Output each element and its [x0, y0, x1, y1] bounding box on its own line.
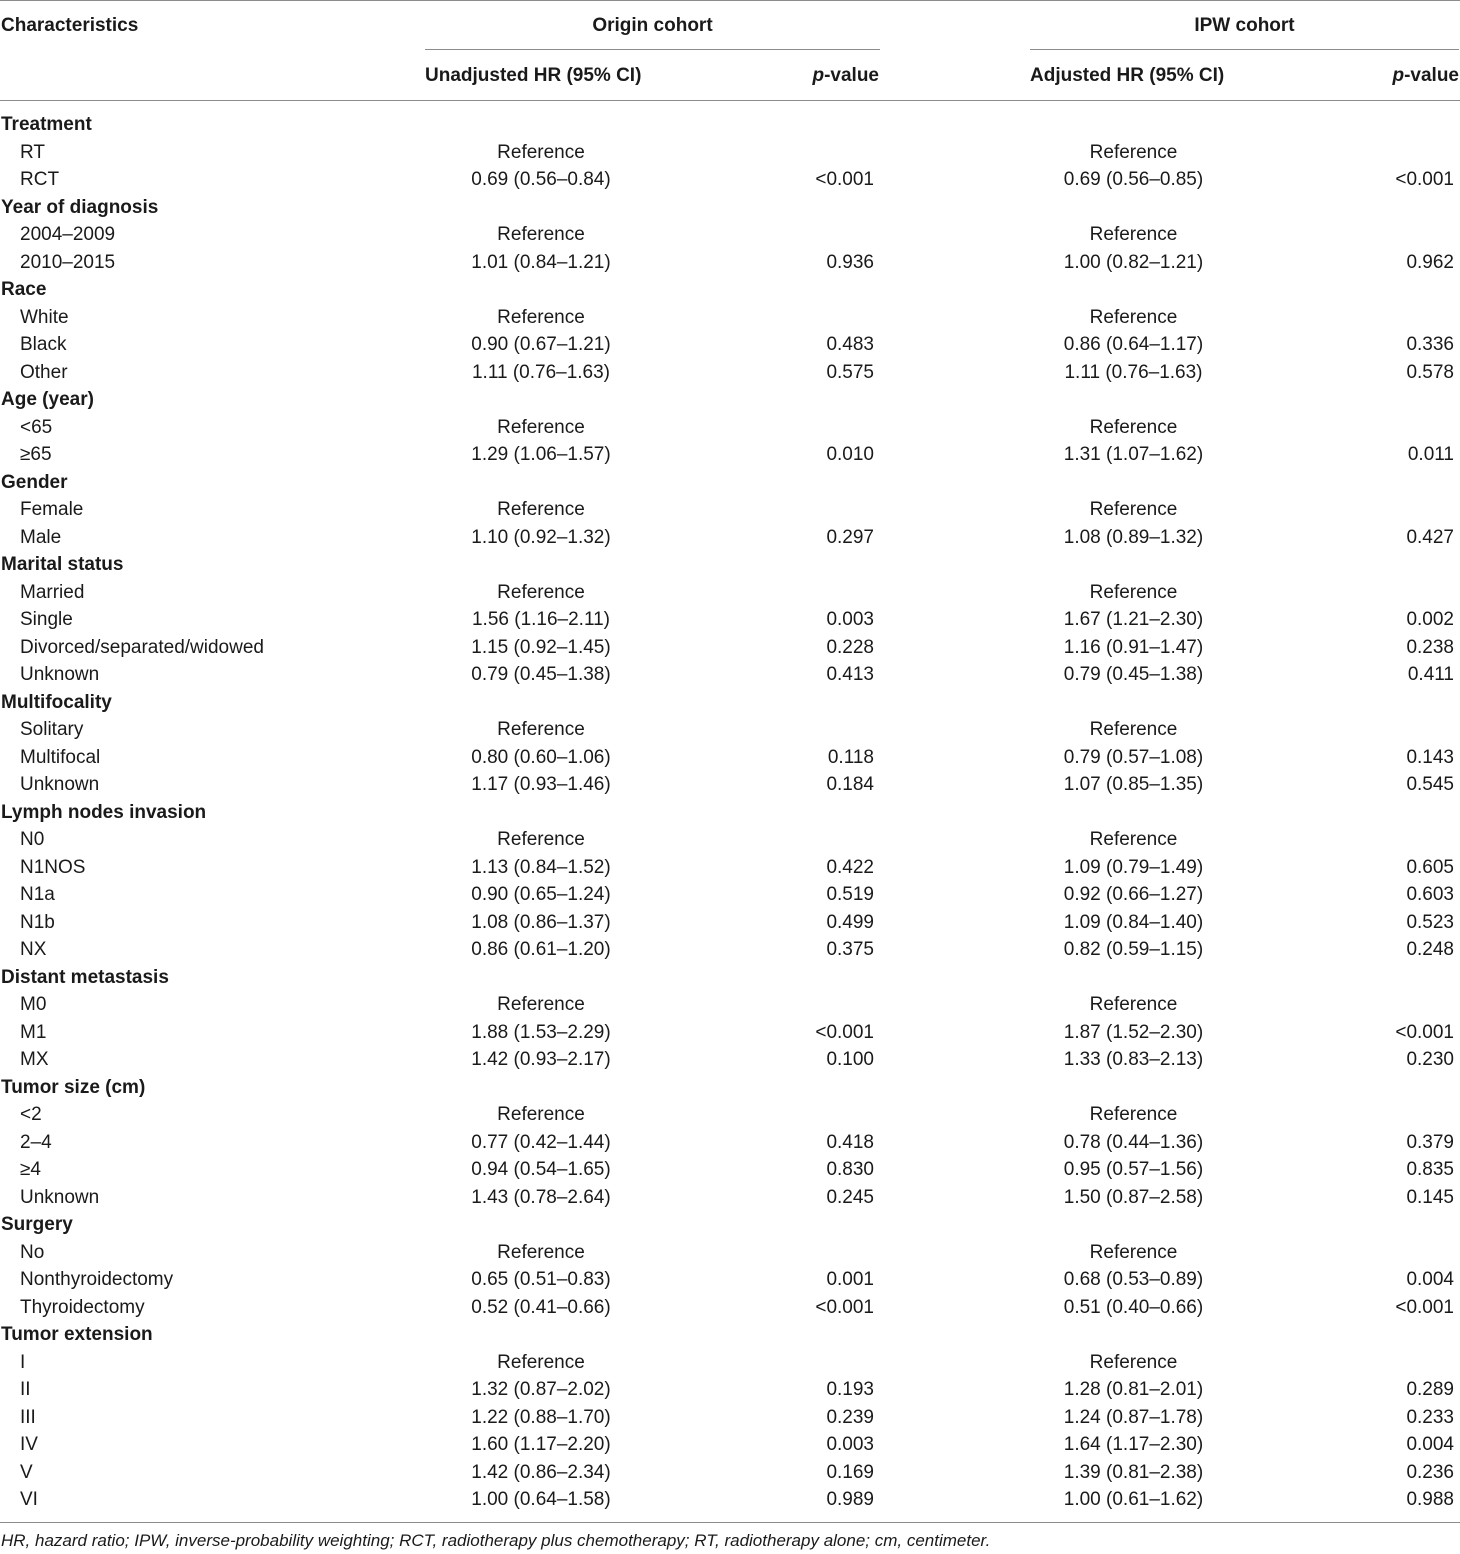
top-rule [0, 0, 1460, 1]
header-p-value-origin [700, 65, 879, 87]
ipw-p-value-cell: 0.230 [1406, 1049, 1454, 1070]
row-label: 2–4 [20, 1131, 52, 1153]
table-row [0, 1459, 1460, 1487]
ipw-p-value-cell: 0.603 [1406, 884, 1454, 905]
table-row [0, 606, 1460, 634]
adjusted-hr-cell: Reference [1089, 1351, 1178, 1373]
row-label: RCT [20, 169, 60, 190]
unadjusted-hr-cell: 0.65 (0.51–0.83) [471, 1269, 611, 1290]
row-label: Thyroidectomy [20, 1296, 145, 1318]
ipw-p-value-cell: <0.001 [1395, 1296, 1454, 1318]
table-row [0, 304, 1460, 332]
row-label: II [20, 1379, 31, 1400]
category-row [0, 1321, 1460, 1349]
row-label: Unknown [20, 774, 100, 795]
adjusted-hr-cell: Reference [1089, 1104, 1178, 1125]
ipw-p-value-cell: 0.238 [1406, 636, 1454, 658]
header-unadjusted-hr: Unadjusted HR (95% CI) [425, 65, 642, 86]
p-italic: p [812, 65, 825, 86]
row-label: Nonthyroidectomy [20, 1269, 174, 1290]
origin-p-value-cell: 0.239 [826, 1406, 874, 1428]
origin-p-value-cell: 0.375 [826, 939, 874, 960]
row-label: 2004–2009 [20, 224, 116, 245]
unadjusted-hr-cell: 0.52 (0.41–0.66) [471, 1296, 611, 1318]
unadjusted-hr-cell: 1.00 (0.64–1.58) [471, 1489, 611, 1510]
origin-p-value-cell: 0.010 [826, 444, 874, 465]
adjusted-hr-cell: 1.87 (1.52–2.30) [1063, 1021, 1204, 1043]
category-row [0, 551, 1460, 579]
table-footnote: HR, hazard ratio; IPW, inverse-probability weighting; RCT, radiotherapy plus chemotherapy; RT, radiotherapy alone; cm, centimeter. [1, 1531, 991, 1550]
ipw-p-value-cell: 0.233 [1406, 1406, 1454, 1428]
row-label: 2010–2015 [20, 251, 116, 273]
table-row [0, 1376, 1460, 1404]
ipw-p-value-cell: 0.011 [1407, 444, 1454, 465]
row-label: Female [20, 499, 84, 520]
row-label: Married [20, 581, 85, 603]
row-label: White [20, 306, 69, 328]
unadjusted-hr-cell: 1.08 (0.86–1.37) [471, 911, 611, 933]
unadjusted-hr-cell: Reference [497, 499, 585, 520]
ipw-p-value-cell: 0.427 [1406, 526, 1454, 548]
row-label: ≥65 [20, 444, 52, 465]
adjusted-hr-cell: Reference [1089, 829, 1178, 850]
ipw-p-value-cell: 0.004 [1406, 1434, 1454, 1455]
unadjusted-hr-cell: 1.88 (1.53–2.29) [471, 1021, 611, 1043]
category-row [0, 469, 1460, 497]
ipw-p-value-cell: <0.001 [1395, 1021, 1454, 1043]
table-body [0, 111, 1460, 1514]
adjusted-hr-cell: 1.31 (1.07–1.62) [1063, 444, 1204, 465]
category-label: Distant metastasis [1, 966, 169, 988]
table-row [0, 1486, 1460, 1514]
unadjusted-hr-cell: 0.90 (0.67–1.21) [471, 334, 611, 355]
table-row [0, 221, 1460, 249]
adjusted-hr-cell: 0.69 (0.56–0.85) [1063, 169, 1204, 190]
origin-p-value-cell: 0.003 [826, 1434, 874, 1455]
ipw-p-value-cell: 0.002 [1406, 609, 1454, 630]
table-row [0, 1046, 1460, 1074]
unadjusted-hr-cell: 1.60 (1.17–2.20) [471, 1434, 611, 1455]
unadjusted-hr-cell: 1.29 (1.06–1.57) [471, 444, 611, 465]
origin-p-value-cell: <0.001 [815, 1021, 874, 1043]
table-row [0, 1129, 1460, 1157]
adjusted-hr-cell: 1.28 (0.81–2.01) [1063, 1379, 1204, 1400]
row-label: Multifocal [20, 746, 101, 768]
unadjusted-hr-cell: Reference [497, 416, 585, 438]
category-row [0, 1074, 1460, 1102]
header-characteristics: Characteristics [1, 15, 139, 36]
category-label: Treatment [1, 114, 92, 135]
table-row [0, 1101, 1460, 1129]
table-row [0, 249, 1460, 277]
unadjusted-hr-cell: Reference [497, 1241, 585, 1263]
unadjusted-hr-cell: 1.13 (0.84–1.52) [471, 856, 611, 878]
row-label: NX [20, 939, 47, 960]
category-label: Lymph nodes invasion [1, 801, 207, 823]
row-label: N1a [20, 884, 55, 905]
origin-p-value-cell: 0.418 [826, 1131, 874, 1153]
origin-p-value-cell: 0.245 [826, 1186, 874, 1208]
row-label: N1b [20, 911, 55, 933]
table-row [0, 1349, 1460, 1377]
adjusted-hr-cell: 1.67 (1.21–2.30) [1063, 609, 1204, 630]
origin-p-value-cell: 0.184 [826, 774, 874, 795]
unadjusted-hr-cell: Reference [497, 1104, 585, 1125]
adjusted-hr-cell: 1.00 (0.82–1.21) [1063, 251, 1204, 273]
unadjusted-hr-cell: 1.17 (0.93–1.46) [471, 774, 611, 795]
adjusted-hr-cell: 1.16 (0.91–1.47) [1063, 636, 1204, 658]
unadjusted-hr-cell: 1.32 (0.87–2.02) [471, 1379, 611, 1400]
adjusted-hr-cell: 1.07 (0.85–1.35) [1063, 774, 1204, 795]
origin-p-value-cell: 0.100 [826, 1049, 874, 1070]
p-italic: p [1392, 65, 1405, 86]
ipw-p-value-cell: 0.578 [1406, 361, 1454, 383]
unadjusted-hr-cell: 1.56 (1.16–2.11) [471, 609, 611, 630]
category-row [0, 386, 1460, 414]
adjusted-hr-cell: Reference [1089, 994, 1178, 1015]
ipw-p-value-cell: 0.248 [1406, 939, 1454, 960]
unadjusted-hr-cell: 1.22 (0.88–1.70) [471, 1406, 611, 1428]
adjusted-hr-cell: Reference [1089, 719, 1178, 740]
unadjusted-hr-cell: 1.15 (0.92–1.45) [471, 636, 611, 658]
table-row [0, 936, 1460, 964]
ipw-p-value-cell: 0.962 [1406, 251, 1454, 273]
bottom-rule [0, 1522, 1460, 1523]
unadjusted-hr-cell: Reference [497, 141, 585, 163]
table-row [0, 496, 1460, 524]
ipw-p-value-cell: 0.145 [1406, 1186, 1454, 1208]
row-label: III [20, 1406, 36, 1428]
unadjusted-hr-cell: 1.42 (0.93–2.17) [471, 1049, 611, 1070]
table-row [0, 744, 1460, 772]
row-label: Black [20, 334, 67, 355]
header-adjusted-hr: Adjusted HR (95% CI) [1030, 65, 1225, 86]
table-row [0, 826, 1460, 854]
category-label: Gender [1, 471, 68, 493]
origin-p-value-cell: <0.001 [815, 1296, 874, 1318]
category-label: Multifocality [1, 691, 112, 713]
row-label: Male [20, 526, 62, 548]
adjusted-hr-cell: 0.92 (0.66–1.27) [1063, 884, 1204, 905]
ipw-p-value-cell: 0.605 [1406, 856, 1454, 878]
row-label: Unknown [20, 1186, 100, 1208]
table-row [0, 716, 1460, 744]
p-suffix: -value [824, 65, 879, 86]
unadjusted-hr-cell: 0.77 (0.42–1.44) [471, 1131, 611, 1153]
row-label: RT [20, 141, 45, 163]
table-row [0, 1431, 1460, 1459]
row-label: M0 [20, 994, 47, 1015]
row-label: V [20, 1461, 33, 1483]
unadjusted-hr-cell: 0.94 (0.54–1.65) [471, 1159, 611, 1180]
row-label: Other [20, 361, 68, 383]
row-label: MX [20, 1049, 49, 1070]
adjusted-hr-cell: 0.82 (0.59–1.15) [1063, 939, 1204, 960]
origin-p-value-cell: 0.936 [826, 251, 874, 273]
ipw-p-value-cell: 0.143 [1406, 746, 1454, 768]
category-row [0, 194, 1460, 222]
origin-p-value-cell: 0.422 [826, 856, 874, 878]
adjusted-hr-cell: Reference [1089, 306, 1178, 328]
category-label: Age (year) [1, 389, 94, 410]
unadjusted-hr-cell: 0.79 (0.45–1.38) [471, 664, 611, 685]
category-label: Marital status [1, 554, 124, 575]
unadjusted-hr-cell: 0.80 (0.60–1.06) [471, 746, 611, 768]
category-row [0, 799, 1460, 827]
ipw-p-value-cell: 0.545 [1406, 774, 1454, 795]
origin-p-value-cell: 0.297 [826, 526, 874, 548]
table-row [0, 881, 1460, 909]
unadjusted-hr-cell: 1.10 (0.92–1.32) [471, 526, 611, 548]
p-suffix: -value [1404, 65, 1459, 86]
adjusted-hr-cell: Reference [1089, 416, 1178, 438]
unadjusted-hr-cell: Reference [497, 994, 585, 1015]
unadjusted-hr-cell: Reference [497, 829, 585, 850]
adjusted-hr-cell: 1.09 (0.79–1.49) [1063, 856, 1204, 878]
adjusted-hr-cell: Reference [1089, 141, 1178, 163]
unadjusted-hr-cell: 0.69 (0.56–0.84) [471, 169, 611, 190]
ipw-p-value-cell: 0.523 [1406, 911, 1454, 933]
ipw-p-value-cell: 0.236 [1406, 1461, 1454, 1483]
table-row [0, 414, 1460, 442]
unadjusted-hr-cell: Reference [497, 581, 585, 603]
origin-p-value-cell: <0.001 [815, 169, 874, 190]
row-label: VI [20, 1489, 38, 1510]
origin-p-value-cell: 0.519 [826, 884, 874, 905]
header-ipw-cohort: IPW cohort [1194, 15, 1295, 36]
ipw-p-value-cell: 0.004 [1406, 1269, 1454, 1290]
table-row [0, 909, 1460, 937]
adjusted-hr-cell: 1.09 (0.84–1.40) [1063, 911, 1204, 933]
row-label: N0 [20, 829, 45, 850]
adjusted-hr-cell: 0.79 (0.57–1.08) [1063, 746, 1204, 768]
adjusted-hr-cell: 1.24 (0.87–1.78) [1063, 1406, 1204, 1428]
table-row [0, 661, 1460, 689]
category-label: Race [1, 279, 47, 300]
row-label: IV [20, 1434, 38, 1455]
adjusted-hr-cell: 0.79 (0.45–1.38) [1063, 664, 1204, 685]
table-row [0, 1239, 1460, 1267]
origin-p-value-cell: 0.989 [826, 1489, 874, 1510]
unadjusted-hr-cell: Reference [497, 224, 585, 245]
table-row [0, 331, 1460, 359]
adjusted-hr-cell: 1.11 (0.76–1.63) [1064, 361, 1203, 383]
table-row [0, 854, 1460, 882]
origin-p-value-cell: 0.575 [826, 361, 874, 383]
table-row [0, 1294, 1460, 1322]
row-label: <2 [20, 1104, 42, 1125]
adjusted-hr-cell: 1.50 (0.87–2.58) [1063, 1186, 1204, 1208]
category-label: Tumor extension [1, 1324, 153, 1345]
adjusted-hr-cell: 1.64 (1.17–2.30) [1063, 1434, 1204, 1455]
origin-p-value-cell: 0.228 [826, 636, 874, 658]
ipw-cohort-rule [1030, 49, 1459, 50]
ipw-p-value-cell: <0.001 [1395, 169, 1454, 190]
adjusted-hr-cell: 1.33 (0.83–2.13) [1063, 1049, 1204, 1070]
ipw-p-value-cell: 0.336 [1406, 334, 1454, 355]
table-row [0, 1156, 1460, 1184]
category-label: Surgery [1, 1214, 73, 1235]
table-row [0, 359, 1460, 387]
adjusted-hr-cell: 1.08 (0.89–1.32) [1063, 526, 1204, 548]
unadjusted-hr-cell: 0.86 (0.61–1.20) [471, 939, 611, 960]
adjusted-hr-cell: 0.95 (0.57–1.56) [1063, 1159, 1204, 1180]
adjusted-hr-cell: Reference [1089, 499, 1178, 520]
origin-p-value-cell: 0.483 [826, 334, 874, 355]
ipw-p-value-cell: 0.379 [1406, 1131, 1454, 1153]
origin-p-value-cell: 0.413 [826, 664, 874, 685]
origin-p-value-cell: 0.499 [826, 911, 874, 933]
row-label: No [20, 1241, 45, 1263]
row-label: Unknown [20, 664, 100, 685]
adjusted-hr-cell: 1.00 (0.61–1.62) [1063, 1489, 1204, 1510]
adjusted-hr-cell: 0.51 (0.40–0.66) [1063, 1296, 1204, 1318]
category-row [0, 689, 1460, 717]
row-label: Solitary [20, 719, 84, 740]
table-row [0, 1184, 1460, 1212]
unadjusted-hr-cell: Reference [497, 306, 585, 328]
adjusted-hr-cell: 0.68 (0.53–0.89) [1063, 1269, 1204, 1290]
ipw-p-value-cell: 0.411 [1407, 664, 1454, 685]
row-label: Divorced/separated/widowed [20, 636, 264, 658]
category-row [0, 1211, 1460, 1239]
row-label: ≥4 [20, 1159, 41, 1180]
table-row [0, 991, 1460, 1019]
adjusted-hr-cell: Reference [1089, 581, 1178, 603]
adjusted-hr-cell: 0.86 (0.64–1.17) [1063, 334, 1204, 355]
row-label: <65 [20, 416, 53, 438]
unadjusted-hr-cell: Reference [497, 1351, 585, 1373]
table-row [0, 1266, 1460, 1294]
adjusted-hr-cell: Reference [1089, 224, 1178, 245]
ipw-p-value-cell: 0.988 [1406, 1489, 1454, 1510]
category-row [0, 964, 1460, 992]
table-row [0, 771, 1460, 799]
adjusted-hr-cell: Reference [1089, 1241, 1178, 1263]
origin-p-value-cell: 0.003 [826, 609, 874, 630]
origin-p-value-cell: 0.830 [826, 1159, 874, 1180]
table-row [0, 579, 1460, 607]
category-label: Year of diagnosis [1, 196, 159, 218]
unadjusted-hr-cell: Reference [497, 719, 585, 740]
origin-p-value-cell: 0.118 [827, 746, 874, 768]
category-row [0, 111, 1460, 139]
unadjusted-hr-cell: 1.01 (0.84–1.21) [471, 251, 611, 273]
origin-p-value-cell: 0.169 [826, 1461, 874, 1483]
header-p-value-ipw [1260, 65, 1459, 87]
table-row [0, 441, 1460, 469]
origin-p-value-cell: 0.193 [826, 1379, 874, 1400]
category-label: Tumor size (cm) [1, 1076, 146, 1098]
unadjusted-hr-cell: 1.11 (0.76–1.63) [471, 361, 611, 383]
table-row [0, 139, 1460, 167]
unadjusted-hr-cell: 0.90 (0.65–1.24) [471, 884, 611, 905]
header-bottom-rule [0, 100, 1460, 101]
origin-cohort-rule [425, 49, 880, 50]
header-origin-cohort: Origin cohort [592, 15, 713, 36]
adjusted-hr-cell: 1.39 (0.81–2.38) [1063, 1461, 1204, 1483]
table-row [0, 524, 1460, 552]
row-label: Single [20, 609, 73, 630]
table-row [0, 1019, 1460, 1047]
unadjusted-hr-cell: 1.42 (0.86–2.34) [471, 1461, 611, 1483]
row-label: I [20, 1351, 26, 1373]
table-row [0, 1404, 1460, 1432]
table-row [0, 166, 1460, 194]
table-row [0, 634, 1460, 662]
row-label: M1 [20, 1021, 47, 1043]
origin-p-value-cell: 0.001 [826, 1269, 874, 1290]
ipw-p-value-cell: 0.289 [1406, 1379, 1454, 1400]
ipw-p-value-cell: 0.835 [1406, 1159, 1454, 1180]
row-label: N1NOS [20, 856, 86, 878]
unadjusted-hr-cell: 1.43 (0.78–2.64) [471, 1186, 611, 1208]
adjusted-hr-cell: 0.78 (0.44–1.36) [1063, 1131, 1204, 1153]
category-row [0, 276, 1460, 304]
